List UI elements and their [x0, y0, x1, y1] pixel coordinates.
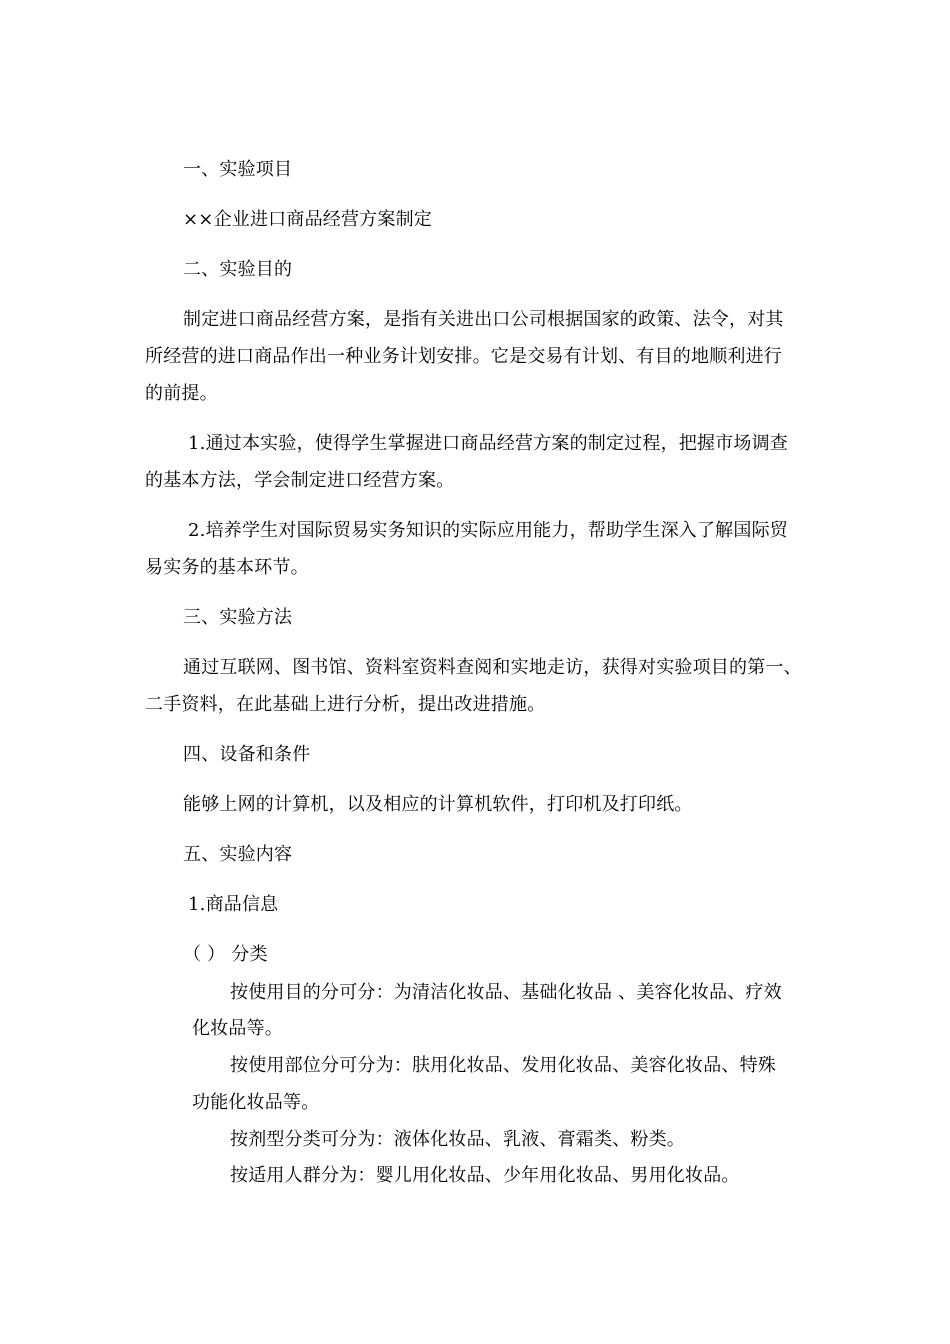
- section-3-line-2: 二手资料，在此基础上进行分析，提出改进措施。: [145, 694, 546, 715]
- section-2-item-2-line-2: 易实务的基本环节。: [145, 557, 309, 578]
- section-2-para-1-line-3: 的前提。: [145, 383, 218, 404]
- section-1-text: ××企业进口商品经营方案制定: [183, 209, 432, 230]
- classification-1-line-1: 按使用目的分可分：为清洁化妆品、基础化妆品 、美容化妆品、疗效: [230, 982, 782, 1003]
- classification-4: 按适用人群分为：婴儿用化妆品、少年用化妆品、男用化妆品。: [230, 1165, 740, 1186]
- section-1-heading: 一、实验项目: [183, 159, 293, 180]
- classification-1-line-2: 化妆品等。: [192, 1018, 283, 1039]
- section-5-heading: 五、实验内容: [183, 844, 293, 865]
- classification-2-line-1: 按使用部位分可分为：肤用化妆品、发用化妆品、美容化妆品、特殊: [230, 1055, 776, 1076]
- section-2-item-1-line-1: 1.通过本实验，使得学生掌握进口商品经营方案的制定过程，把握市场调查: [188, 433, 788, 454]
- section-4-heading: 四、设备和条件: [183, 744, 311, 765]
- section-2-item-2-line-1: 2.培养学生对国际贸易实务知识的实际应用能力，帮助学生深入了解国际贸: [188, 520, 788, 541]
- section-2-heading: 二、实验目的: [183, 259, 293, 280]
- section-5-subheading-1: 1.商品信息: [188, 894, 279, 915]
- section-4-text: 能够上网的计算机，以及相应的计算机软件，打印机及打印纸。: [183, 794, 693, 815]
- section-2-para-1-line-2: 所经营的进口商品作出一种业务计划安排。它是交易有计划、有目的地顺利进行: [145, 346, 782, 367]
- section-3-line-1: 通过互联网、图书馆、资料室资料查阅和实地走访，获得对实验项目的第一、: [183, 657, 802, 678]
- section-3-heading: 三、实验方法: [183, 607, 293, 628]
- classification-2-line-2: 功能化妆品等。: [192, 1092, 320, 1113]
- section-2-para-1-line-1: 制定进口商品经营方案，是指有关进出口公司根据国家的政策、法令，对其: [183, 309, 784, 330]
- classification-heading: （ ） 分类: [183, 944, 268, 965]
- classification-3: 按剂型分类可分为：液体化妆品、乳液、膏霜类、粉类。: [230, 1129, 685, 1150]
- section-2-item-1-line-2: 的基本方法，学会制定进口经营方案。: [145, 470, 455, 491]
